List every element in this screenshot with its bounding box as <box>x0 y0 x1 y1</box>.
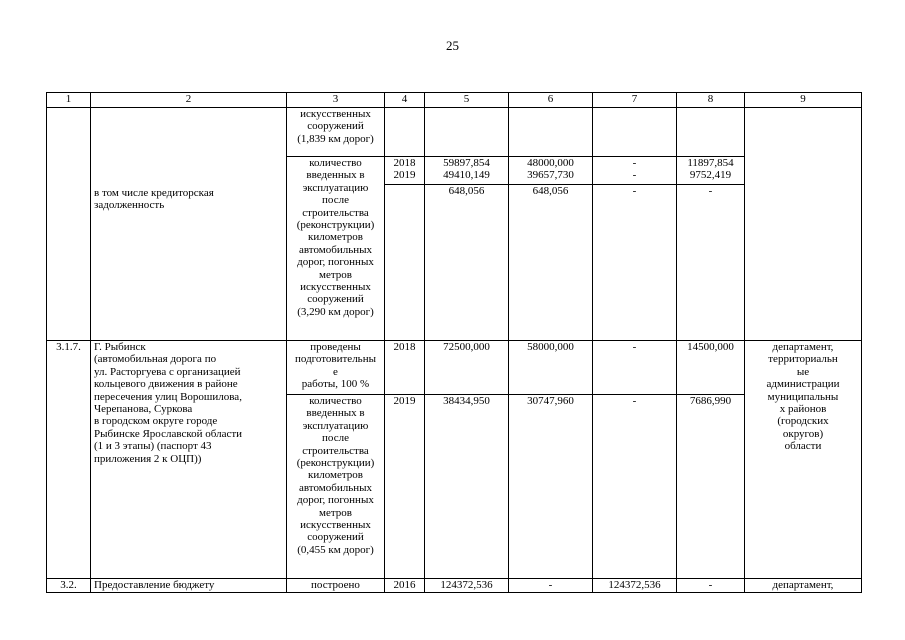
amount-cell: 48000,000 39657,730 <box>509 157 593 185</box>
header-col-8: 8 <box>677 93 745 108</box>
amount-cell: - <box>677 185 745 341</box>
cell-number <box>47 108 91 341</box>
header-col-7: 7 <box>593 93 677 108</box>
year-cell: 2018 2019 <box>385 157 425 185</box>
indicator-cell: проведены подготовительны е работы, 100 % <box>287 341 385 395</box>
event-description: в том числе кредиторская задолженность <box>94 187 214 212</box>
page-number: 25 <box>446 38 459 53</box>
executor-cell: департамент, территориальн ые администрации муниципальны х районов (городских округов) области <box>745 341 862 579</box>
cell-event <box>91 108 287 341</box>
amount-cell <box>509 108 593 157</box>
amount-cell: 648,056 <box>509 185 593 341</box>
header-col-1: 1 <box>47 93 91 108</box>
header-col-9: 9 <box>745 93 862 108</box>
indicator-cell: количество введенных в эксплуатацию после строительства (реконструкции) километров автомобильных дорог, погонных метров искусственных сооружений (3,290 км дорог) <box>287 157 385 341</box>
amount-cell: 58000,000 <box>509 341 593 395</box>
amount-cell <box>425 108 509 157</box>
program-table <box>46 92 862 593</box>
executor-cell <box>745 108 862 341</box>
event-description: Г. Рыбинск (автомобильная дорога по ул. Расторгуева с организацией кольцевого движения в районе пересечения улиц Ворошилова, Черепанова, Суркова в городском округе городе Рыбинске Ярославской области (1 и 3 этапы) (паспорт 43 приложения 2 к ОЦП)) <box>91 341 287 579</box>
header-col-5: 5 <box>425 93 509 108</box>
event-description: Предоставление бюджету <box>91 579 287 593</box>
amount-cell: - - <box>593 157 677 185</box>
amount-cell: 14500,000 <box>677 341 745 395</box>
amount-cell: 124372,536 <box>593 579 677 593</box>
header-col-2: 2 <box>91 93 287 108</box>
year-cell: 2016 <box>385 579 425 593</box>
year-cell <box>385 185 425 341</box>
header-col-4: 4 <box>385 93 425 108</box>
amount-cell: 124372,536 <box>425 579 509 593</box>
year-cell <box>385 108 425 157</box>
amount-cell: - <box>593 395 677 579</box>
amount-cell: 11897,854 9752,419 <box>677 157 745 185</box>
header-col-3: 3 <box>287 93 385 108</box>
amount-cell <box>677 108 745 157</box>
row-number: 3.1.7. <box>47 341 91 579</box>
row-number: 3.2. <box>47 579 91 593</box>
table-row <box>47 341 862 395</box>
amount-cell <box>593 108 677 157</box>
amount-cell: 59897,854 49410,149 <box>425 157 509 185</box>
year-cell: 2018 <box>385 341 425 395</box>
header-col-6: 6 <box>509 93 593 108</box>
indicator-cell: количество введенных в эксплуатацию после строительства (реконструкции) километров автомобильных дорог, погонных метров искусственных сооружений (0,455 км дорог) <box>287 395 385 579</box>
header-row <box>47 93 862 108</box>
executor-cell: департамент, <box>745 579 862 593</box>
amount-cell: - <box>593 185 677 341</box>
amount-cell: - <box>593 341 677 395</box>
amount-cell: 7686,990 <box>677 395 745 579</box>
indicator-cell: искусственных сооружений (1,839 км дорог) <box>287 108 385 157</box>
amount-cell: 648,056 <box>425 185 509 341</box>
table-row <box>47 579 862 593</box>
amount-cell: 30747,960 <box>509 395 593 579</box>
amount-cell: - <box>509 579 593 593</box>
amount-cell: - <box>677 579 745 593</box>
amount-cell: 72500,000 <box>425 341 509 395</box>
indicator-cell: построено <box>287 579 385 593</box>
amount-cell: 38434,950 <box>425 395 509 579</box>
table-row <box>47 108 862 157</box>
year-cell: 2019 <box>385 395 425 579</box>
